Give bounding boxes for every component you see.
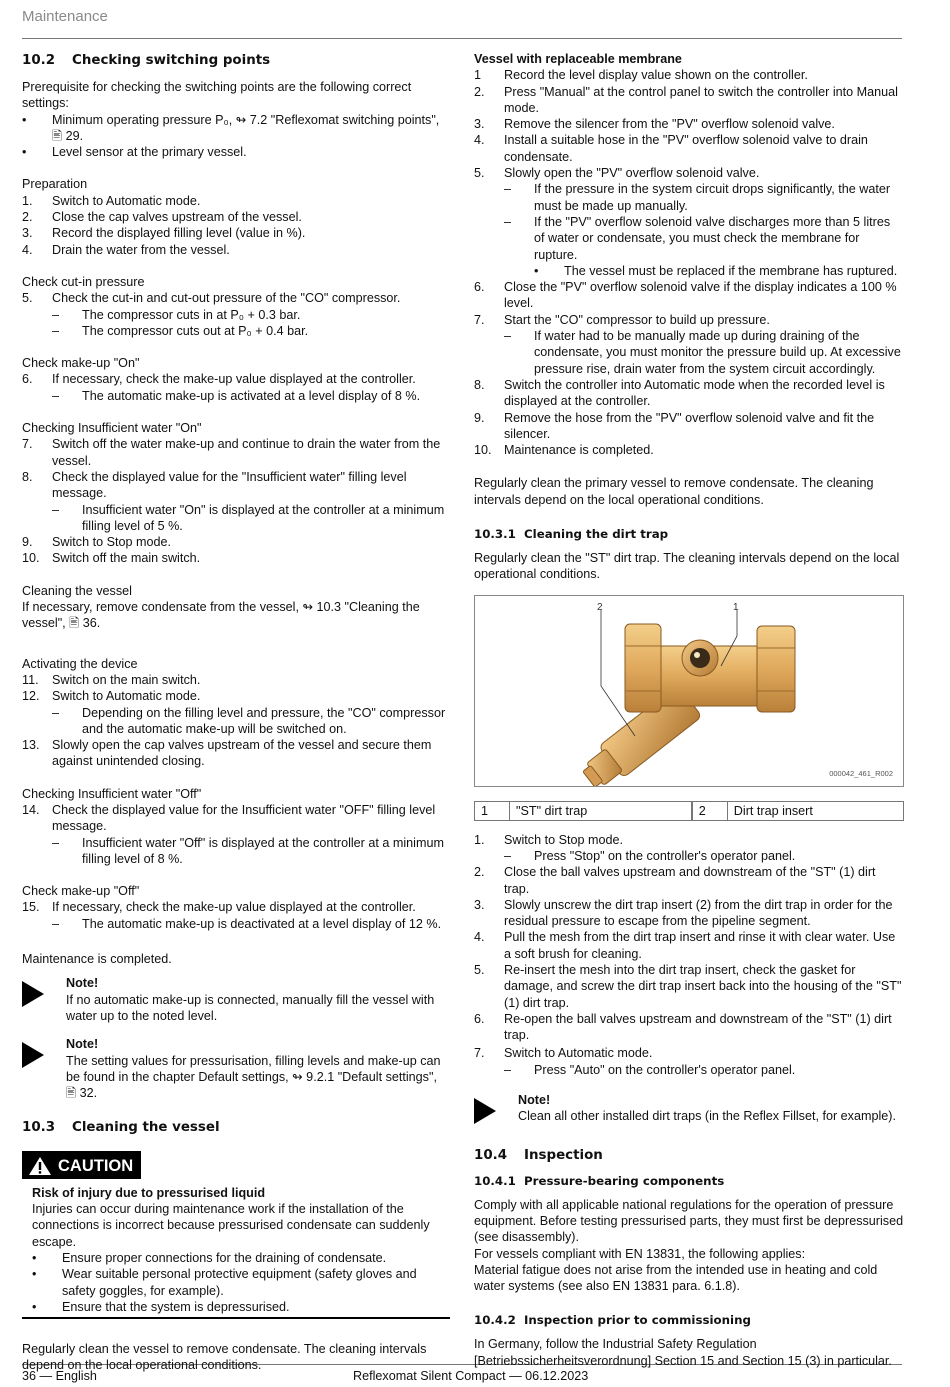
list-item: 9. Switch to Stop mode.: [22, 535, 172, 550]
section-heading-10-3-1: 10.3.1 Cleaning the dirt trap: [474, 527, 669, 542]
sub-item: – The compressor cuts in at P₀ + 0.3 bar.: [52, 307, 301, 322]
sub-item: – If the "PV" overflow solenoid valve discharges more than 5 litres of water or condensate, you must check the membrane for rupture.: [504, 214, 891, 262]
note-block: Note! Clean all other installed dirt traps (in the Reflex Fillset, for example).: [474, 1092, 904, 1125]
note-block: Note! The setting values for pressurisation, filling levels and make-up can be found in the chapter Default settings, ↬ 9.2.1 "Default settings", 🖹 32.: [22, 1036, 450, 1101]
sub-item: – If water had to be manually made up during draining of the condensate, you must monitor the pressure build up. At excessive pressure rise, drain water from the system circuit accordingly.: [504, 329, 901, 376]
list-item: 3. Record the displayed filling level (value in %).: [22, 226, 306, 241]
sub-item: – If the pressure in the system circuit drops significantly, the water must be made up manually.: [504, 182, 891, 213]
section-heading-10-2: 10.2 Checking switching points: [22, 53, 271, 68]
list-item: 7. Start the "CO" compressor to build up pressure.: [474, 312, 770, 327]
sub-item: – Insufficient water "Off" is displayed at the controller at a minimum filling level of 8 %.: [52, 835, 444, 866]
sub-item: – Depending on the filling level and pressure, the "CO" compressor and the automatic make-up will be switched on.: [52, 705, 446, 736]
list-item: 4. Drain the water from the vessel.: [22, 242, 230, 257]
list-item: • Level sensor at the primary vessel.: [22, 145, 247, 160]
sub-sub-item: • The vessel must be replaced if the membrane has ruptured.: [534, 263, 898, 278]
list-item: 1. Switch to Automatic mode.: [22, 193, 201, 208]
subheading-makeup-off: Check make-up "Off": [22, 884, 140, 899]
note-arrow-icon: [474, 1098, 496, 1124]
running-header: Maintenance: [22, 8, 108, 25]
sub-item: – Press "Auto" on the controller's operator panel.: [504, 1062, 796, 1077]
caution-title: Risk of injury due to pressurised liquid: [32, 1185, 266, 1200]
subheading-insufficient-on: Checking Insufficient water "On": [22, 421, 202, 436]
subheading-insufficient-off: Checking Insufficient water "Off": [22, 786, 202, 801]
list-item: 4. Install a suitable hose in the "PV" overflow solenoid valve to drain condensate.: [474, 133, 868, 164]
section-heading-10-4-1: 10.4.1 Pressure-bearing components: [474, 1173, 725, 1188]
list-item: 2. Close the ball valves upstream and downstream of the "ST" (1) dirt trap.: [474, 865, 876, 896]
list-item: 6. If necessary, check the make-up value displayed at the controller.: [22, 372, 416, 387]
footer-page: 36 — English: [22, 1369, 97, 1383]
right-column: [474, 52, 904, 1369]
pressure-text-3: Material fatigue does not arise from the intended use in heating and cold water systems (see also EN 13831 para. 6.1.8).: [474, 1262, 878, 1294]
list-item: 8. Check the displayed value for the "Insufficient water" filling level message.: [22, 469, 407, 501]
subheading-membrane: Vessel with replaceable membrane: [474, 52, 682, 66]
primary-clean-text: Regularly clean the primary vessel to remove condensate. The cleaning intervals depend on the local operational conditions.: [474, 476, 874, 507]
list-item: 7. Switch to Automatic mode.: [474, 1046, 653, 1061]
list-item: • Wear suitable personal protective equipment (safety gloves and safety goggles, for example).: [32, 1267, 417, 1298]
list-item: • Ensure that the system is depressurised.: [32, 1299, 290, 1314]
caution-text: Injuries can occur during maintenance work if the installation of the connections is incorrect because pressurised condensate can suddenly escape.: [32, 1202, 430, 1249]
section-heading-10-3: 10.3 Cleaning the vessel: [22, 1120, 220, 1136]
figure-legend: [474, 801, 904, 821]
commission-text: In Germany, follow the Industrial Safety Regulation [Betriebssicherheitsverordnung] Section 15 and Section 15 (3) in particular.: [474, 1337, 892, 1368]
list-item: 8. Switch the controller into Automatic mode when the recorded level is displayed at the controller.: [474, 377, 885, 409]
list-item: 3. Remove the silencer from the "PV" overflow solenoid valve.: [474, 117, 835, 132]
figure-code: 000042_461_R002: [829, 769, 893, 779]
note-block: Note! If no automatic make-up is connected, manually fill the vessel with water up to the noted level.: [22, 975, 450, 1024]
subheading-cleaning: Cleaning the vessel: [22, 583, 132, 598]
pressure-text-2: For vessels compliant with EN 13831, the following applies:: [474, 1246, 806, 1261]
subheading-preparation: Preparation: [22, 177, 88, 192]
list-item: 12. Switch to Automatic mode.: [22, 689, 201, 704]
figure-label-2: 2: [597, 601, 603, 613]
list-item: 13. Slowly open the cap valves upstream of the vessel and secure them against unintended closing.: [22, 738, 432, 769]
header-rule: [22, 38, 902, 39]
subheading-activating: Activating the device: [22, 656, 138, 671]
list-item: 4. Pull the mesh from the dirt trap insert and rinse it with clear water. Use a soft brush for cleaning.: [474, 930, 896, 961]
list-item: 5. Re-insert the mesh into the dirt trap insert, check the gasket for damage, and screw the dirt trap insert back into the housing of the "ST" (1) dirt trap.: [474, 962, 902, 1010]
legend-item: 2 Dirt trap insert: [692, 801, 904, 821]
subheading-cut-in: Check cut-in pressure: [22, 274, 145, 289]
list-item: 6. Re-open the ball valves upstream and downstream of the "ST" (1) dirt trap.: [474, 1011, 892, 1043]
sub-item: – The compressor cuts out at P₀ + 0.4 bar.: [52, 323, 309, 338]
list-item: • Minimum operating pressure P₀, ↬ 7.2 "Reflexomat switching points", 🖹 29.: [22, 112, 440, 143]
list-item: 15. If necessary, check the make-up value displayed at the controller.: [22, 900, 416, 915]
maintenance-complete: Maintenance is completed.: [22, 952, 172, 967]
list-item: 7. Switch off the water make-up and continue to drain the water from the vessel.: [22, 437, 441, 468]
sub-item: – The automatic make-up is deactivated at a level display of 12 %.: [52, 916, 442, 931]
legend-item: 1 "ST" dirt trap: [474, 801, 692, 821]
list-item: 3. Slowly unscrew the dirt trap insert (2) from the dirt trap in order for the residual pressure to escape from the pipeline segment.: [474, 897, 893, 929]
section-heading-10-4: 10.4 Inspection: [474, 1147, 603, 1163]
caution-badge: CAUTION: [22, 1151, 141, 1179]
list-item: 11. Switch on the main switch.: [22, 672, 201, 687]
left-column: [22, 52, 450, 1374]
list-item: 9. Remove the hose from the "PV" overflow solenoid valve and fit the silencer.: [474, 410, 875, 441]
list-item: 5. Check the cut-in and cut-out pressure of the "CO" compressor.: [22, 291, 401, 306]
list-item: 2. Press "Manual" at the control panel to switch the controller into Manual mode.: [474, 84, 898, 115]
section-heading-10-4-2: 10.4.2 Inspection prior to commissioning: [474, 1313, 751, 1328]
prereq-text: Prerequisite for checking the switching points are the following correct settings:: [22, 80, 412, 111]
sub-item: – The automatic make-up is activated at a level display of 8 %.: [52, 388, 421, 403]
note-arrow-icon: [22, 981, 44, 1007]
list-item: 14. Check the displayed value for the Insufficient water "OFF" filling level message.: [22, 802, 436, 834]
list-item: 6. Close the "PV" overflow solenoid valve if the display indicates a 100 % level.: [474, 280, 897, 311]
subheading-makeup-on: Check make-up "On": [22, 356, 140, 371]
cleaning-ref-text[interactable]: If necessary, remove condensate from the vessel, ↬ 10.3 "Cleaning the vessel", 🖹 36.: [22, 600, 420, 631]
list-item: 5. Slowly open the "PV" overflow solenoid valve.: [474, 166, 760, 181]
warning-icon: [28, 1156, 52, 1176]
sub-item: – Press "Stop" on the controller's operator panel.: [504, 848, 796, 863]
pressure-text-1: Comply with all applicable national regulations for the operation of pressure equipment. Before testing pressurised parts, they must first be depressurised (see disassembly).: [474, 1197, 904, 1245]
list-item: 10. Switch off the main switch.: [22, 551, 201, 566]
list-item: 1. Switch to Stop mode.: [474, 832, 624, 847]
caution-box: [22, 1151, 450, 1319]
footer-doc: Reflexomat Silent Compact — 06.12.2023: [353, 1369, 589, 1383]
dirt-trap-figure: [474, 595, 904, 787]
list-item: • Ensure proper connections for the draining of condensate.: [32, 1250, 387, 1265]
dirt-intro-text: Regularly clean the "ST" dirt trap. The cleaning intervals depend on the local operational conditions.: [474, 551, 900, 582]
list-item: 10. Maintenance is completed.: [474, 443, 654, 458]
sub-item: – Insufficient water "On" is displayed at the controller at a minimum filling level of 5 %.: [52, 502, 445, 533]
clean-regular-text: Regularly clean the vessel to remove condensate. The cleaning intervals depend on the local operational conditions.: [22, 1342, 427, 1373]
dirt-trap-illustration: [475, 596, 903, 786]
figure-label-1: 1: [733, 601, 739, 613]
list-item: 1 Record the level display value shown on the controller.: [474, 68, 808, 83]
note-arrow-icon: [22, 1042, 44, 1068]
list-item: 2. Close the cap valves upstream of the vessel.: [22, 210, 302, 225]
